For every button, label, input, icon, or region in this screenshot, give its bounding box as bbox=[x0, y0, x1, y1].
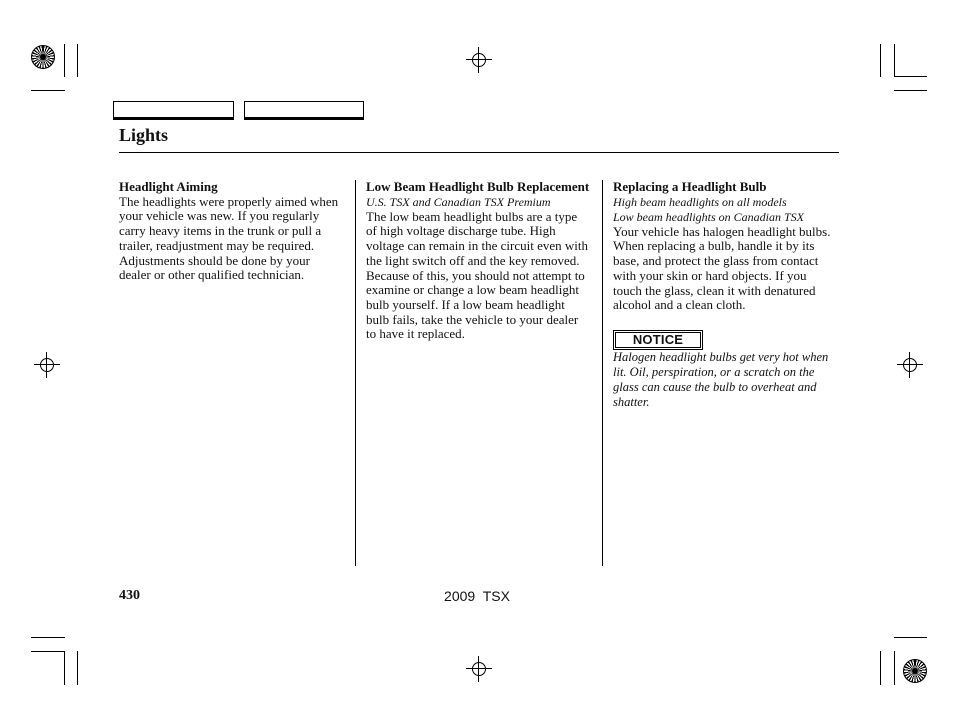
crop-mark bbox=[894, 90, 927, 91]
registration-crosshair-icon bbox=[466, 656, 492, 682]
column-heading: Low Beam Headlight Bulb Replacement bbox=[366, 179, 590, 194]
crop-mark bbox=[880, 651, 881, 685]
column-divider bbox=[355, 180, 356, 566]
notice-badge bbox=[613, 330, 703, 350]
crop-mark bbox=[894, 637, 927, 638]
column-subheading: High beam headlights on all models bbox=[613, 194, 787, 209]
crop-mark bbox=[880, 44, 881, 77]
column-body: The headlights were properly aimed when your vehicle was new. If you regularly carry heavy items in the trunk or pull a trailer, readjustment may be required. Adjustments should be done by your dealer or other qualified technician. bbox=[119, 193, 339, 283]
crop-mark bbox=[31, 637, 65, 638]
registration-crosshair-icon bbox=[34, 352, 60, 378]
column-heading: Headlight Aiming bbox=[119, 179, 218, 194]
crop-mark bbox=[894, 76, 927, 77]
header-tab-box bbox=[244, 101, 364, 120]
page-number: 430 bbox=[119, 588, 140, 603]
registration-crosshair-icon bbox=[897, 352, 923, 378]
registration-crosshair-icon bbox=[466, 47, 492, 73]
crop-mark bbox=[64, 44, 65, 77]
column-heading: Replacing a Headlight Bulb bbox=[613, 179, 767, 194]
crop-mark bbox=[31, 90, 65, 91]
notice-label: NOTICE bbox=[615, 332, 701, 348]
notice-text: Halogen headlight bulbs get very hot when lit. Oil, perspiration, or a scratch on the glass can cause the bulb to overheat and shatter. bbox=[613, 349, 829, 409]
title-divider bbox=[119, 152, 839, 153]
registration-starburst-icon bbox=[903, 659, 927, 683]
column-subheading: U.S. TSX and Canadian TSX Premium bbox=[366, 194, 551, 209]
crop-mark bbox=[64, 651, 65, 685]
column-divider bbox=[602, 180, 603, 566]
crop-mark bbox=[31, 651, 65, 652]
crop-mark bbox=[77, 651, 78, 685]
registration-starburst-icon bbox=[31, 45, 55, 69]
column-body: Your vehicle has halogen headlight bulbs. When replacing a bulb, handle it by its base, and protect the glass from contact with your skin or hard objects. If you touch the glass, clean it with denatured alcohol and a clean cloth. bbox=[613, 223, 831, 313]
column-replacing-headlight-bulb bbox=[613, 180, 838, 410]
footer-model: 2009 TSX bbox=[444, 588, 510, 604]
column-low-beam-replacement bbox=[366, 180, 591, 342]
header-tab-box bbox=[113, 101, 234, 120]
column-headlight-aiming bbox=[119, 180, 344, 283]
crop-mark bbox=[894, 44, 895, 77]
crop-mark bbox=[77, 44, 78, 77]
column-body: The low beam headlight bulbs are a type of high voltage discharge tube. High voltage can remain in the circuit even with the light switch off and the key removed. Because of this, you should not attempt to examine or change a low beam headlight bulb yourself. If a low beam headlight bulb fails, take the vehicle to your dealer to have it replaced. bbox=[366, 208, 588, 342]
section-title: Lights bbox=[119, 125, 169, 145]
crop-mark bbox=[894, 651, 895, 685]
column-subheading: Low beam headlights on Canadian TSX bbox=[613, 209, 805, 224]
